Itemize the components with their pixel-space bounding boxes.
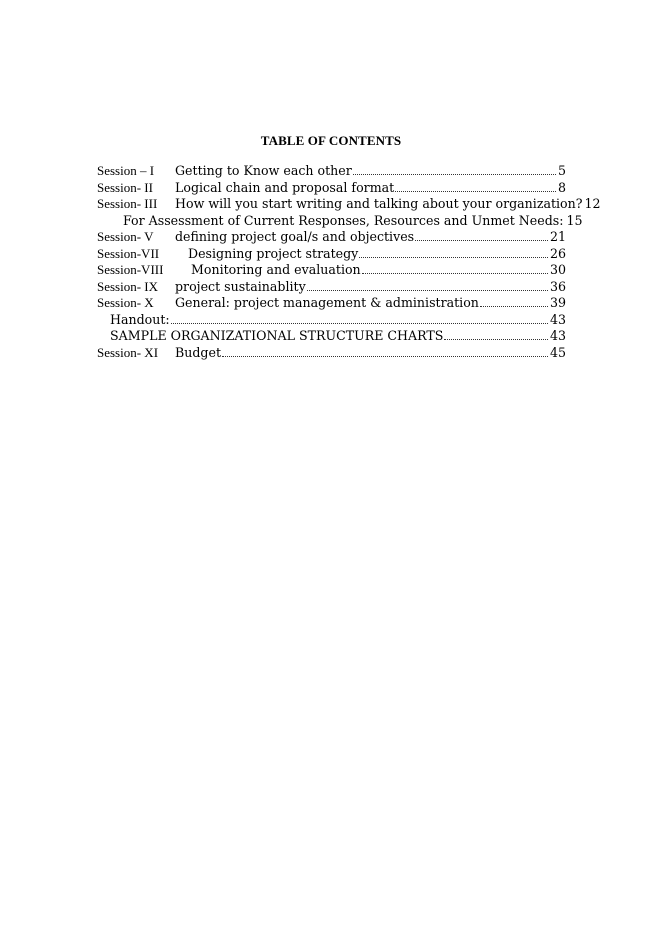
toc-dot-leader	[415, 229, 548, 241]
toc-dot-leader	[362, 262, 548, 274]
toc-entry-label: Session- V	[97, 229, 154, 244]
toc-entry-page: 12	[584, 196, 601, 211]
toc-entry-session-1[interactable]	[97, 163, 566, 180]
toc-entry-title: Designing project strategy	[188, 245, 359, 261]
toc-dot-leader	[359, 246, 548, 258]
toc-entry-sample-charts[interactable]	[97, 328, 566, 345]
toc-entry-session-11[interactable]	[97, 345, 566, 362]
toc-entry-title: General: project management & administration	[175, 295, 479, 310]
toc-entry-label: Session- II	[97, 179, 153, 195]
toc-dot-leader	[353, 163, 556, 175]
toc-entry-session-5[interactable]	[97, 229, 566, 246]
toc-entry-label: Session-VII	[97, 245, 160, 261]
toc-dot-leader	[395, 180, 556, 192]
toc-dot-leader	[444, 328, 548, 340]
toc-entry-title: Budget	[175, 344, 222, 360]
toc-entry-page: 30	[549, 262, 566, 277]
toc-entry-page: 39	[549, 295, 566, 310]
toc-entry-label: Session-VIII	[97, 262, 164, 277]
toc-dot-leader	[307, 279, 548, 291]
toc-entry-label: Session – I	[97, 163, 155, 178]
toc-entry-title: Monitoring and evaluation	[191, 262, 361, 277]
toc-entry-session-9[interactable]	[97, 279, 566, 296]
toc-entry-page: 5	[557, 163, 566, 178]
toc-entry-page: 45	[549, 344, 566, 360]
toc-dot-leader	[171, 312, 548, 324]
toc-entry-page: 15	[566, 212, 583, 228]
toc-dot-leader	[583, 196, 585, 208]
toc-entry-session-2[interactable]	[97, 180, 566, 197]
toc-entry-session-8[interactable]	[97, 262, 566, 279]
toc-entry-title: SAMPLE ORGANIZATIONAL STRUCTURE CHARTS	[110, 328, 444, 343]
toc-heading: TABLE OF CONTENTS	[260, 133, 402, 148]
toc-entry-title: Getting to Know each other	[175, 163, 352, 178]
toc-entry-label: Session- IX	[97, 278, 159, 294]
toc-entry-page: 26	[549, 245, 566, 261]
toc-entry-handout[interactable]	[97, 312, 566, 329]
toc-entry-title: Logical chain and proposal format	[175, 179, 395, 195]
toc-entry-assessment[interactable]	[97, 212, 583, 230]
toc-entry-title: defining project goal/s and objectives	[175, 229, 415, 244]
toc-entry-page: 43	[549, 311, 566, 327]
toc-dot-leader	[222, 345, 548, 357]
toc-entry-session-10[interactable]	[97, 295, 566, 312]
toc-entry-page: 36	[549, 278, 566, 294]
toc-entry-title: How will you start writing and talking about your organization?	[175, 196, 583, 211]
toc-entry-title: project sustainablity	[175, 278, 306, 294]
toc-entry-label: Session- XI	[97, 344, 159, 360]
toc-entry-session-3[interactable]	[97, 196, 601, 213]
toc-entry-session-7[interactable]	[97, 246, 566, 263]
toc-entry-page: 8	[557, 179, 566, 195]
toc-entry-title: For Assessment of Current Responses, Resources and Unmet Needs:	[123, 212, 564, 228]
table-of-contents	[97, 163, 601, 361]
toc-dot-leader	[480, 295, 548, 307]
toc-entry-title: Handout:	[110, 311, 170, 327]
toc-entry-page: 43	[549, 328, 566, 343]
toc-entry-page: 21	[549, 229, 566, 244]
toc-entry-label: Session- III	[97, 196, 158, 211]
toc-entry-label: Session- X	[97, 295, 154, 310]
